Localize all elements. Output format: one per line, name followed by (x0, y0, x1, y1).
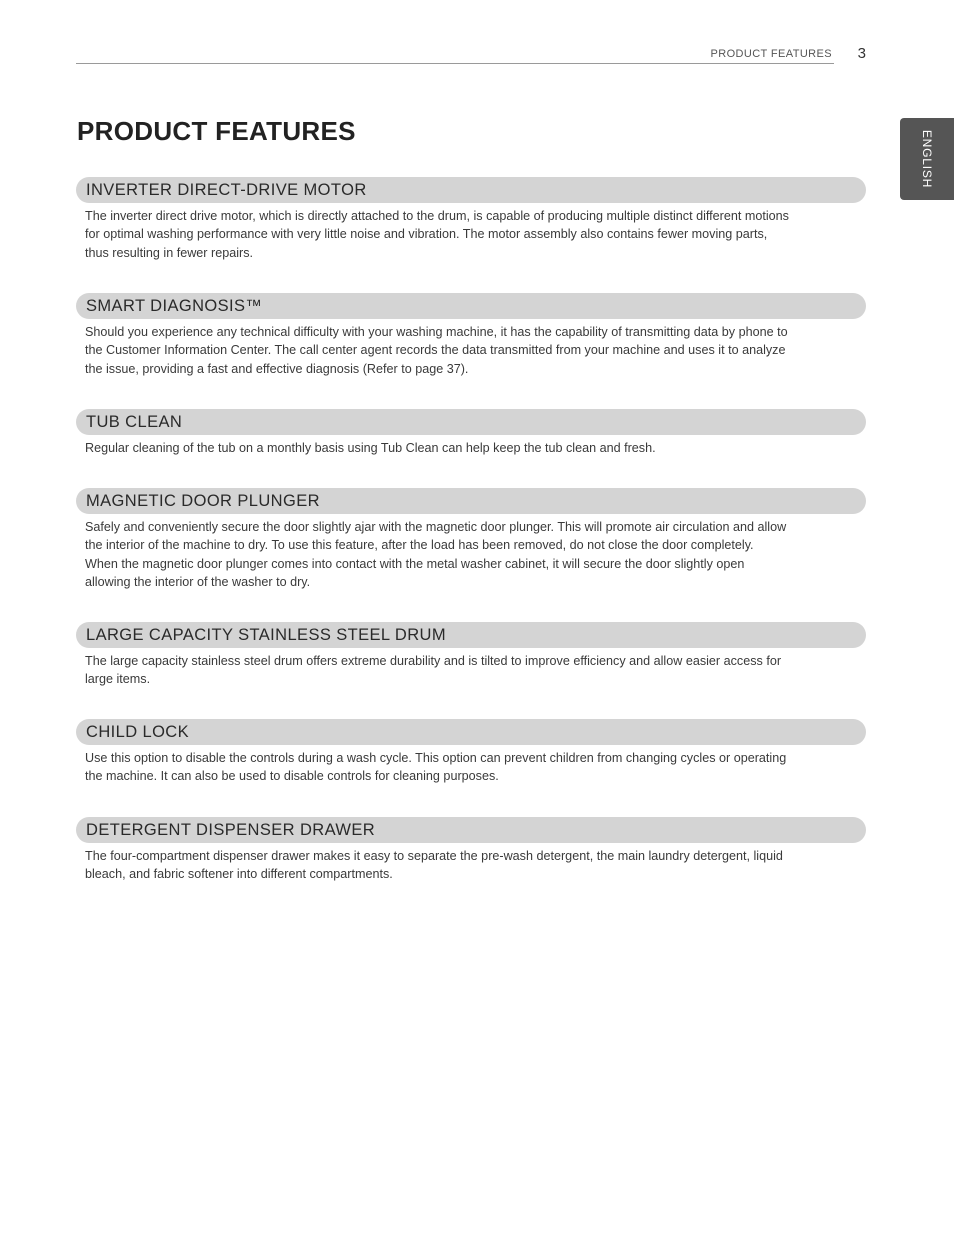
page-number: 3 (857, 45, 866, 62)
description-line: The inverter direct drive motor, which is directly attached to the drum, is capable of producing multiple distinct different motions (85, 209, 789, 223)
description-line: the Customer Information Center. The call center agent records the data transmitted from your machine and uses it to analyze (85, 343, 786, 358)
feature-heading: CHILD LOCK (76, 719, 866, 745)
description-line: The four-compartment dispenser drawer makes it easy to separate the pre-wash detergent, the main laundry detergent, liquid (85, 849, 783, 863)
description-line: When the magnetic door plunger comes into contact with the metal washer cabinet, it will secure the door slightly open (85, 556, 745, 571)
feature-description (85, 323, 866, 378)
description-line: the machine. It can also be used to disable controls for cleaning purposes. (85, 769, 499, 784)
feature-detergent-dispenser-drawer (76, 817, 866, 884)
feature-heading: LARGE CAPACITY STAINLESS STEEL DRUM (76, 622, 866, 648)
feature-description (85, 207, 866, 262)
feature-heading: DETERGENT DISPENSER DRAWER (76, 817, 866, 843)
description-line: allowing the interior of the washer to dry. (85, 574, 311, 589)
feature-description (85, 749, 866, 786)
description-line: Regular cleaning of the tub on a monthly basis using Tub Clean can help keep the tub clean and fresh. (85, 441, 656, 455)
description-line: for optimal washing performance with very little noise and vibration. The motor assembly also contains fewer moving parts, (85, 227, 768, 242)
feature-heading: INVERTER DIRECT-DRIVE MOTOR (76, 177, 866, 203)
description-line: the interior of the machine to dry. To use this feature, after the load has been removed, do not close the door completely. (85, 538, 754, 553)
feature-magnetic-door-plunger (76, 488, 866, 591)
description-line: Should you experience any technical difficulty with your washing machine, it has the capability of transmitting data by phone to (85, 325, 788, 339)
description-line: Safely and conveniently secure the door slightly ajar with the magnetic door plunger. This will promote air circulation and allow (85, 520, 787, 534)
language-tab-english (900, 118, 954, 200)
feature-child-lock (76, 719, 866, 786)
header-rule (76, 63, 834, 64)
feature-heading: TUB CLEAN (76, 409, 866, 435)
feature-smart-diagnosis (76, 293, 866, 378)
feature-heading: SMART DIAGNOSIS™ (76, 293, 866, 319)
description-line: the issue, providing a fast and effective diagnosis (Refer to page 37). (85, 361, 469, 376)
feature-description (85, 518, 866, 591)
description-line: thus resulting in fewer repairs. (85, 245, 253, 260)
page-title: PRODUCT FEATURES (77, 116, 356, 146)
description-line: The large capacity stainless steel drum offers extreme durability and is tilted to improve efficiency and allow easier access for (85, 654, 782, 668)
description-line: Use this option to disable the controls during a wash cycle. This option can prevent children from changing cycles or operating (85, 751, 787, 765)
feature-tub-clean (76, 409, 866, 457)
feature-inverter-direct-drive-motor (76, 177, 866, 262)
feature-description (85, 439, 866, 457)
feature-heading: MAGNETIC DOOR PLUNGER (76, 488, 866, 514)
feature-description (85, 652, 866, 689)
running-header (76, 44, 866, 64)
feature-large-capacity-stainless-steel-drum (76, 622, 866, 689)
feature-description (85, 847, 866, 884)
running-header-section-label: PRODUCT FEATURES (710, 48, 832, 60)
description-line: bleach, and fabric softener into different compartments. (85, 867, 393, 882)
language-tab-label: ENGLISH (920, 129, 934, 189)
description-line: large items. (85, 672, 151, 687)
